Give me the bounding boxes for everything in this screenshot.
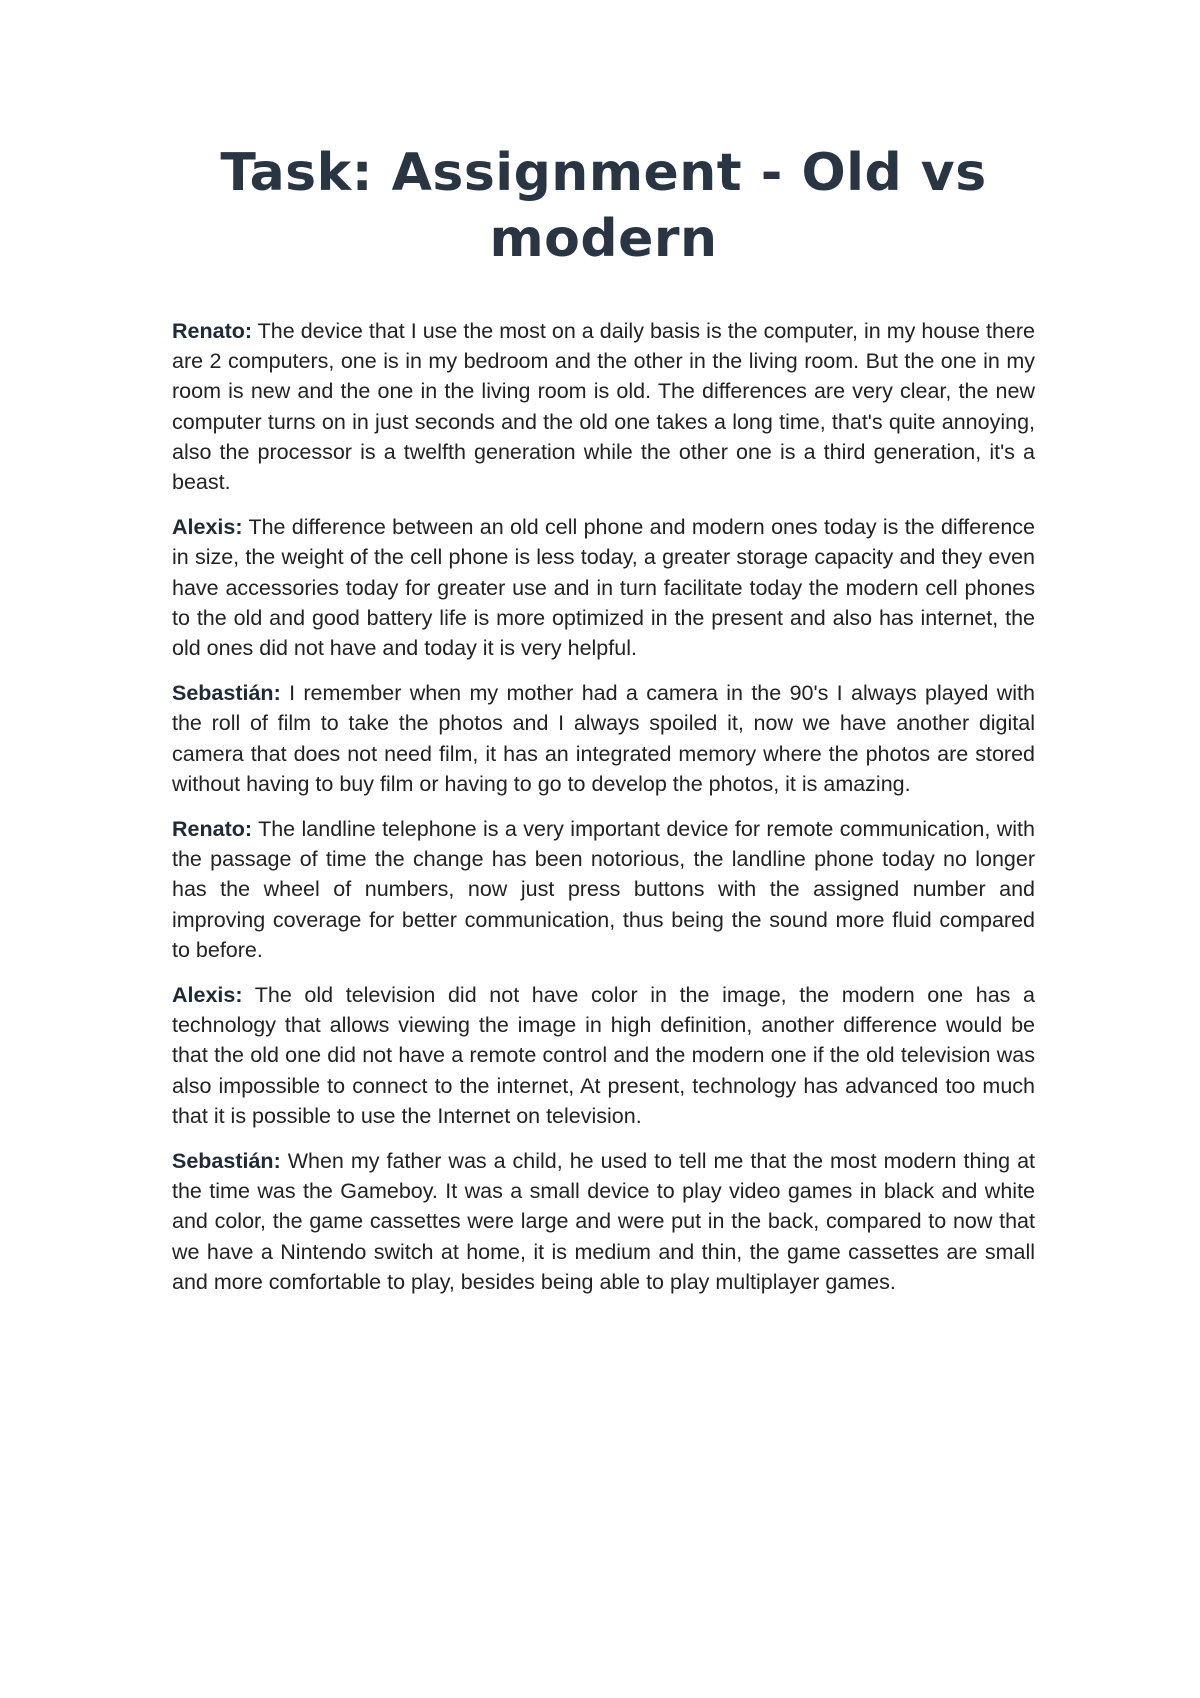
paragraph-alexis-cellphone xyxy=(172,512,1035,663)
paragraph-renato-landline xyxy=(172,814,1035,965)
paragraph-sebastian-gameboy xyxy=(172,1146,1035,1297)
speaker-label: Renato: xyxy=(172,319,253,343)
speaker-label: Alexis: xyxy=(172,983,243,1008)
paragraph-text: The landline telephone is a very important device for remote communication, with the passage of time the change has been notorious, the landline phone today no longer has the wheel of numbers, now just press buttons with the assigned number and improving coverage for better communication, thus being the sound more fluid compared to before. xyxy=(172,817,1035,962)
speaker-label: Alexis: xyxy=(172,515,243,540)
paragraph-renato-computer xyxy=(172,316,1035,497)
document-title: Task: Assignment - Old vs modern xyxy=(220,143,987,269)
paragraph-text: The old television did not have color in the image, the modern one has a technology that allows viewing the image in high definition, another difference would be that the old one did not have a remote control and the modern one if the old television was also impossible to connect to the internet, At present, technology has advanced too much that it is possible to use the Internet on television. xyxy=(172,983,1035,1128)
paragraph-text: I remember when my mother had a camera in the 90's I always played with the roll of film to take the photos and I always spoiled it, now we have another digital camera that does not need film, it has an integrated memory where the photos are stored without having to buy film or having to go to develop the photos, it is amazing. xyxy=(172,681,1035,796)
paragraph-alexis-television xyxy=(172,980,1035,1131)
paragraph-text: The device that I use the most on a daily basis is the computer, in my house there are 2 computers, one is in my bedroom and the other in the living room. But the one in my room is new and the one in the living room is old. The differences are very clear, the new computer turns on in just seconds and the old one takes a long time, that's quite annoying, also the processor is a twelfth generation while the other one is a third generation, it's a beast. xyxy=(172,319,1035,495)
speaker-label: Sebastián: xyxy=(172,1149,281,1174)
paragraph-text: When my father was a child, he used to tell me that the most modern thing at the time was the Gameboy. It was a small device to play video games in black and white and color, the game cassettes were large and were put in the back, compared to now that we have a Nintendo switch at home, it is medium and thin, the game cassettes are small and more comfortable to play, besides being able to play multiplayer games. xyxy=(172,1149,1035,1294)
speaker-label: Renato: xyxy=(172,817,253,842)
speaker-label: Sebastián: xyxy=(172,681,281,706)
paragraph-sebastian-camera xyxy=(172,678,1035,799)
paragraph-text: The difference between an old cell phone and modern ones today is the difference in size, the weight of the cell phone is less today, a greater storage capacity and they even have accessories today for greater use and in turn facilitate today the modern cell phones to the old and good battery life is more optimized in the present and also has internet, the old ones did not have and today it is very helpful. xyxy=(172,515,1035,661)
